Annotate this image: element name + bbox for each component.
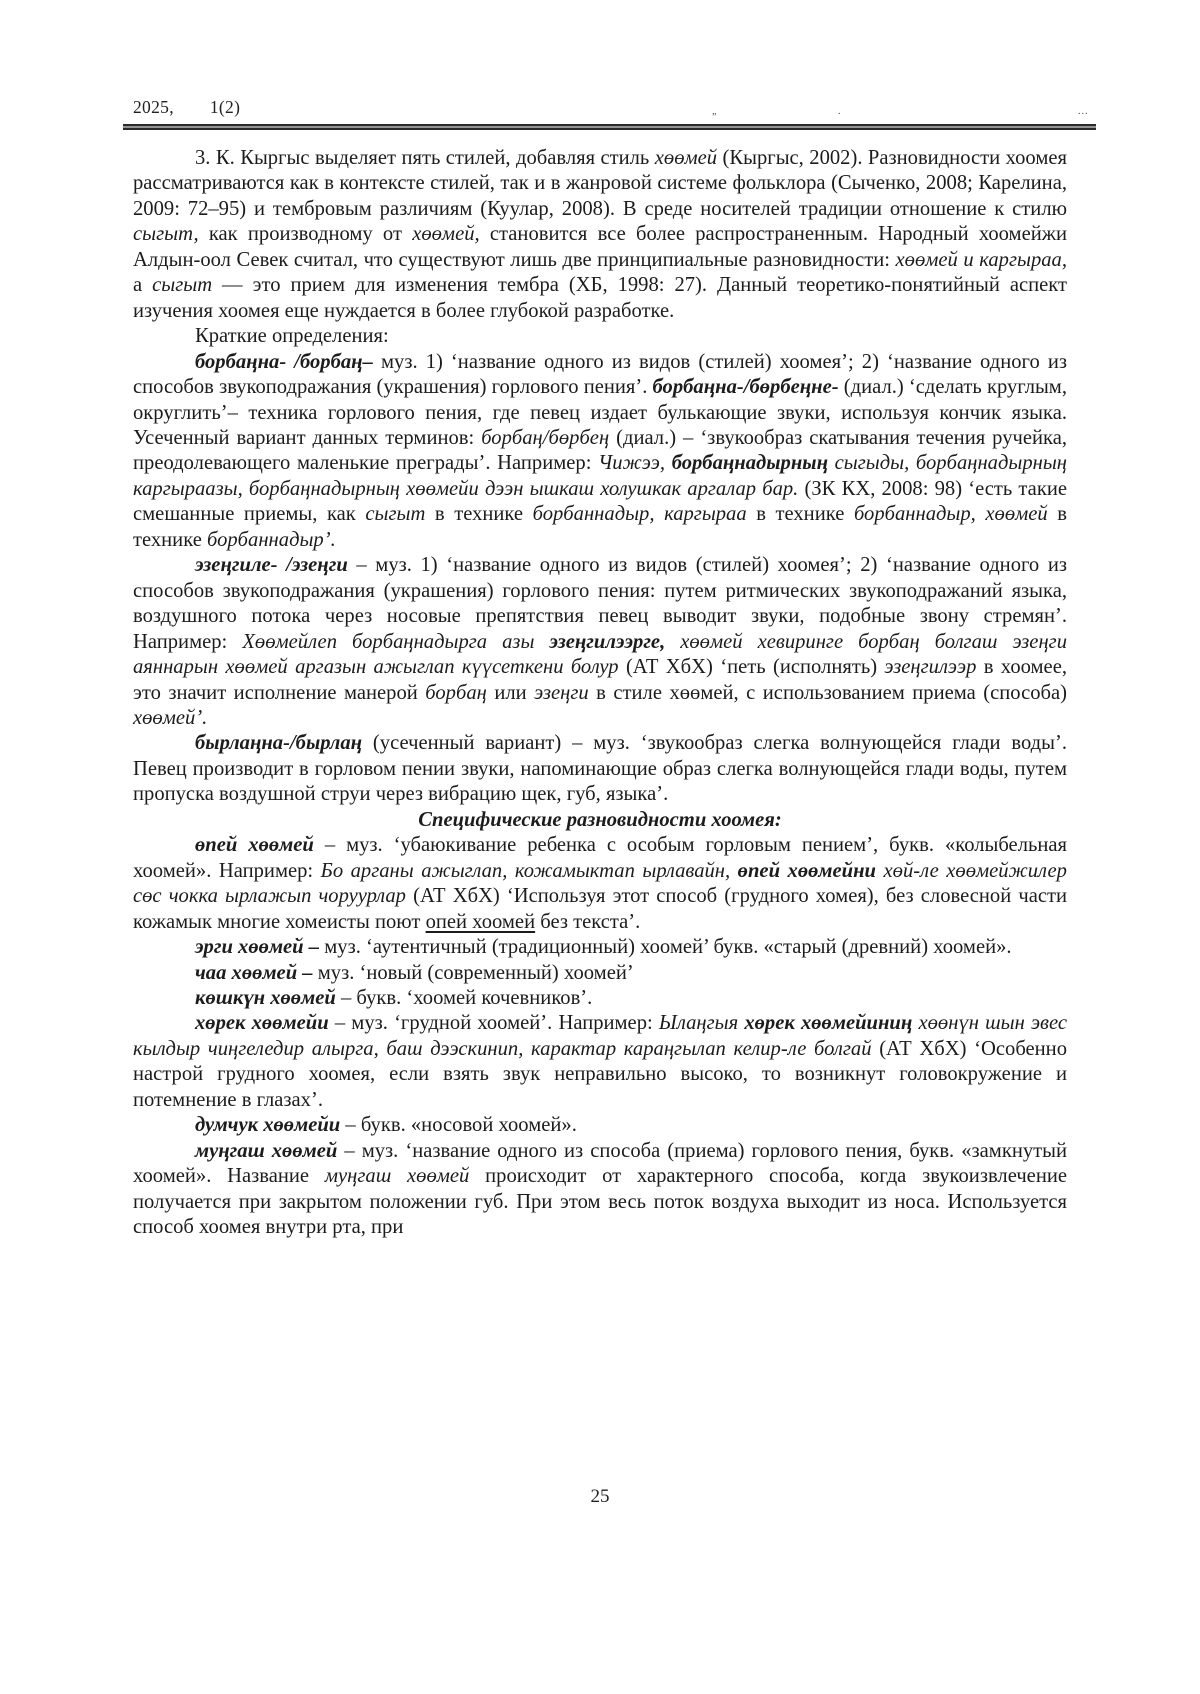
paragraph-ezengile <box>133 553 1067 731</box>
text-run: хөй-ле хөөмейжилер сөс чокка ырлажып чоруурлар <box>133 859 1067 908</box>
text-run: (усеченный вариант) – муз. ‘звукообраз слегка волнующейся глади воды’. Певец производит в горловом пении звуки, напоминающие образ слегка волнующейся глади воды, путем пропуска воздушной струи через вибрацию щек, губ, языка’. <box>133 732 1067 806</box>
text-run: Хөөмейлеп борбаңнадырга азы <box>242 630 550 653</box>
text-run: – букв. «носовой хоомей». <box>340 1114 577 1137</box>
paragraph-opey <box>133 833 1067 935</box>
text-run: хөөнүн шын эвес кылдыр чиңгеледир алырга, баш дээскинип, карактар караңгылап келир-ле болгай <box>133 1012 1067 1060</box>
text-run: (АТ ХбХ) ‘Используя этот способ (грудного хомея), без словесной части кожамык многие хомеисты поют <box>133 885 1067 933</box>
text-run: Чижээ, <box>598 452 672 475</box>
text-run: как производному от <box>198 223 413 246</box>
paragraph-mungash <box>133 1139 1067 1241</box>
page-number: 25 <box>590 1486 610 1507</box>
text-run: хөөмей <box>654 147 718 169</box>
text-run: или <box>486 681 535 704</box>
text-run: Специфические разновидности хоомея: <box>418 808 782 831</box>
text-run: эзеңгилээр <box>884 656 977 679</box>
text-run: эзеңгиле- /эзеңги <box>195 554 348 577</box>
text-run: муз. 1) ‘название одного из видов (стилей) хоомея’; 2) ‘название одного из способов звукоподражания (украшения) горлового пения’. <box>133 350 1067 399</box>
text-run: эзеңги <box>534 681 589 704</box>
header-year: 2025, <box>133 97 174 117</box>
text-run: — это прием для изменения тембра (ХБ, 1998: 27). Данный теоретико-понятийный аспект изучения хоомея еще нуждается в более глубокой разработке. <box>133 274 1067 322</box>
text-run: думчук хөөмейи <box>195 1114 341 1137</box>
text-run: муз. ‘новый (современный) хоомей’ <box>312 961 634 984</box>
running-head <box>133 97 240 118</box>
text-run: борбаңна- /борбаң– <box>195 350 373 373</box>
text-run: 3. К. Кыргыс выделяет пять стилей, добавляя стиль <box>195 147 655 169</box>
text-run: сыгыт <box>152 274 213 297</box>
text-run: – муз. ‘убаюкивание ребенка с особым горловым пением’, букв. «колыбельная хоомей». Например: <box>133 834 1067 882</box>
text-run: борбаннадыр’. <box>207 528 336 551</box>
text-run: борбаннадыр, хөөмей <box>853 503 1048 526</box>
text-run: (диал.) – ‘звукообраз скатывания течения ручейка, преодолевающего маленькие преграды’. Например: <box>133 426 1067 475</box>
text-run: (ЗК КХ, 2008: 98) ‘есть такие смешанные приемы, как <box>133 477 1067 526</box>
text-run: – муз. ‘название одного из способа (приема) горлового пения, букв. «замкнутый хоомей». Название <box>133 1139 1067 1188</box>
text-run: эзеңгилээрге, <box>549 630 666 653</box>
text-run: – муз. 1) ‘название одного из видов (стилей) хоомея’; 2) ‘название одного из способов звукоподражания (украшения) горлового пения: путем ритмических звукоподражаний языка, воздушного потока через носовые препятствия певец выводит звуки, подобные звону стремян’. Например: <box>133 554 1067 653</box>
text-run: сыгыт <box>365 503 426 526</box>
text-run: муңгаш хөөмей <box>324 1165 470 1188</box>
text-run: бырлаңна-/бырлаң <box>195 732 363 755</box>
header-faint-mark: ... <box>1078 106 1089 117</box>
paragraph-byrlanna <box>133 731 1067 807</box>
text-run: опей хоомей <box>425 910 536 933</box>
text-run: Бо арганы ажыглап, кожамыктап ырлавайн, <box>320 859 738 882</box>
text-run: происходит от характерного способа, когда звукоизвлечение получается при закрытом положении губ. При этом весь поток воздуха выходит из носа. Используется способ хоомея внутри рта, при <box>133 1165 1068 1239</box>
paragraph-intro <box>133 146 1067 324</box>
text-run: хөөмей, <box>412 223 480 246</box>
text-run: чаа хөөмей – <box>195 961 313 984</box>
paragraph-definitions-lead <box>133 324 1067 349</box>
text-run: хөөмей хевиринге борбаң болгаш эзеңги аяннарын хөөмей аргазын ажыглап күүсеткени болур <box>133 630 1067 679</box>
paragraph-borbanna <box>133 350 1067 554</box>
header-double-rule <box>123 124 1096 130</box>
text-run: – букв. ‘хоомей кочевников’. <box>335 986 593 1009</box>
text-run: хөрек хөөмейиниң <box>744 1012 913 1035</box>
paragraph-dumchuk <box>133 1113 1067 1138</box>
text-run: сыгыды, борбаңнадырның каргыраазы, борбаңнадырның хөөмейи дээн ышкаш холушкак аргалар бар. <box>133 452 1068 500</box>
heading-specific-varieties <box>133 808 1067 833</box>
paragraph-chaa <box>133 961 1067 986</box>
text-run: Краткие определения: <box>195 325 389 348</box>
text-run: хөөмей и каргыраа, <box>895 248 1067 271</box>
text-run: без текста’. <box>535 910 641 933</box>
paragraph-khorek <box>133 1011 1067 1113</box>
text-run: (АТ ХбХ) ‘петь (исполнять) <box>618 656 885 679</box>
text-run: (АТ ХбХ) ‘Особенно настрой грудного хоомея, если взять звук неправильно высоко, то возникнут головокружение и потемнение в глазах’. <box>133 1037 1067 1111</box>
text-run: становится все более распространенным. Народный хоомейжи Алдын-оол Севек считал, что существуют лишь две принципиальные разновидности: <box>133 223 1068 271</box>
text-run: (Кыргыс, 2002). Разновидности хоомея рассматриваются как в контексте стилей, так и в жанровой системе фольклора (Сыченко, 2008; Карелина, 2009: 72–95) и тембровым различиям (Куулар, 2008). В среде носителей традиции отношение к стилю <box>133 147 1067 220</box>
text-run: хөрек хөөмейи <box>195 1012 329 1035</box>
text-run: борбаңнадырның <box>671 452 828 475</box>
text-run: в хоомее, это значит исполнение манерой <box>133 656 1067 704</box>
header-faint-mark: . <box>838 106 842 117</box>
text-run: муңгаш хөөмей <box>195 1139 338 1162</box>
text-run: көшкүн хөөмей <box>195 986 336 1009</box>
header-issue: 1(2) <box>209 97 241 117</box>
text-run: в технике <box>133 503 1067 551</box>
paragraph-ergi <box>133 935 1067 960</box>
text-run: борбаннадыр, каргыраа <box>532 503 747 526</box>
text-run: в технике <box>425 503 533 526</box>
text-run: өпей хөөмейни <box>737 859 877 882</box>
text-run: өпей хөөмей <box>195 834 314 857</box>
paragraph-koshkun <box>133 986 1067 1011</box>
text-run: муз. ‘аутентичный (традиционный) хоомей’ букв. «старый (древний) хоомей». <box>319 936 1012 959</box>
text-run: хөөмей’. <box>133 706 208 729</box>
text-run: борбаңна-/бөрбеңне- <box>652 376 839 399</box>
text-run: борбаң <box>425 681 487 704</box>
text-run: в технике <box>746 503 854 526</box>
article-body <box>133 146 1067 1240</box>
header-faint-mark: „ <box>712 106 718 117</box>
text-run: сыгыт, <box>133 223 199 246</box>
text-run: – муз. ‘грудной хоомей’. Например: <box>328 1012 659 1035</box>
text-run: борбаң/бөрбең <box>481 426 610 449</box>
text-run: а <box>133 274 153 297</box>
text-run: (диал.) ‘сделать круглым, округлить’– техника горлового пения, где певец издает булькающие звуки, используя кончик языка. Усеченный вариант данных терминов: <box>133 376 1067 449</box>
text-run: в стиле хөөмей, с использованием приема (способа) <box>588 681 1067 704</box>
text-run: Ылаңгыя <box>658 1012 745 1035</box>
text-run: эрги хөөмей – <box>195 936 320 959</box>
